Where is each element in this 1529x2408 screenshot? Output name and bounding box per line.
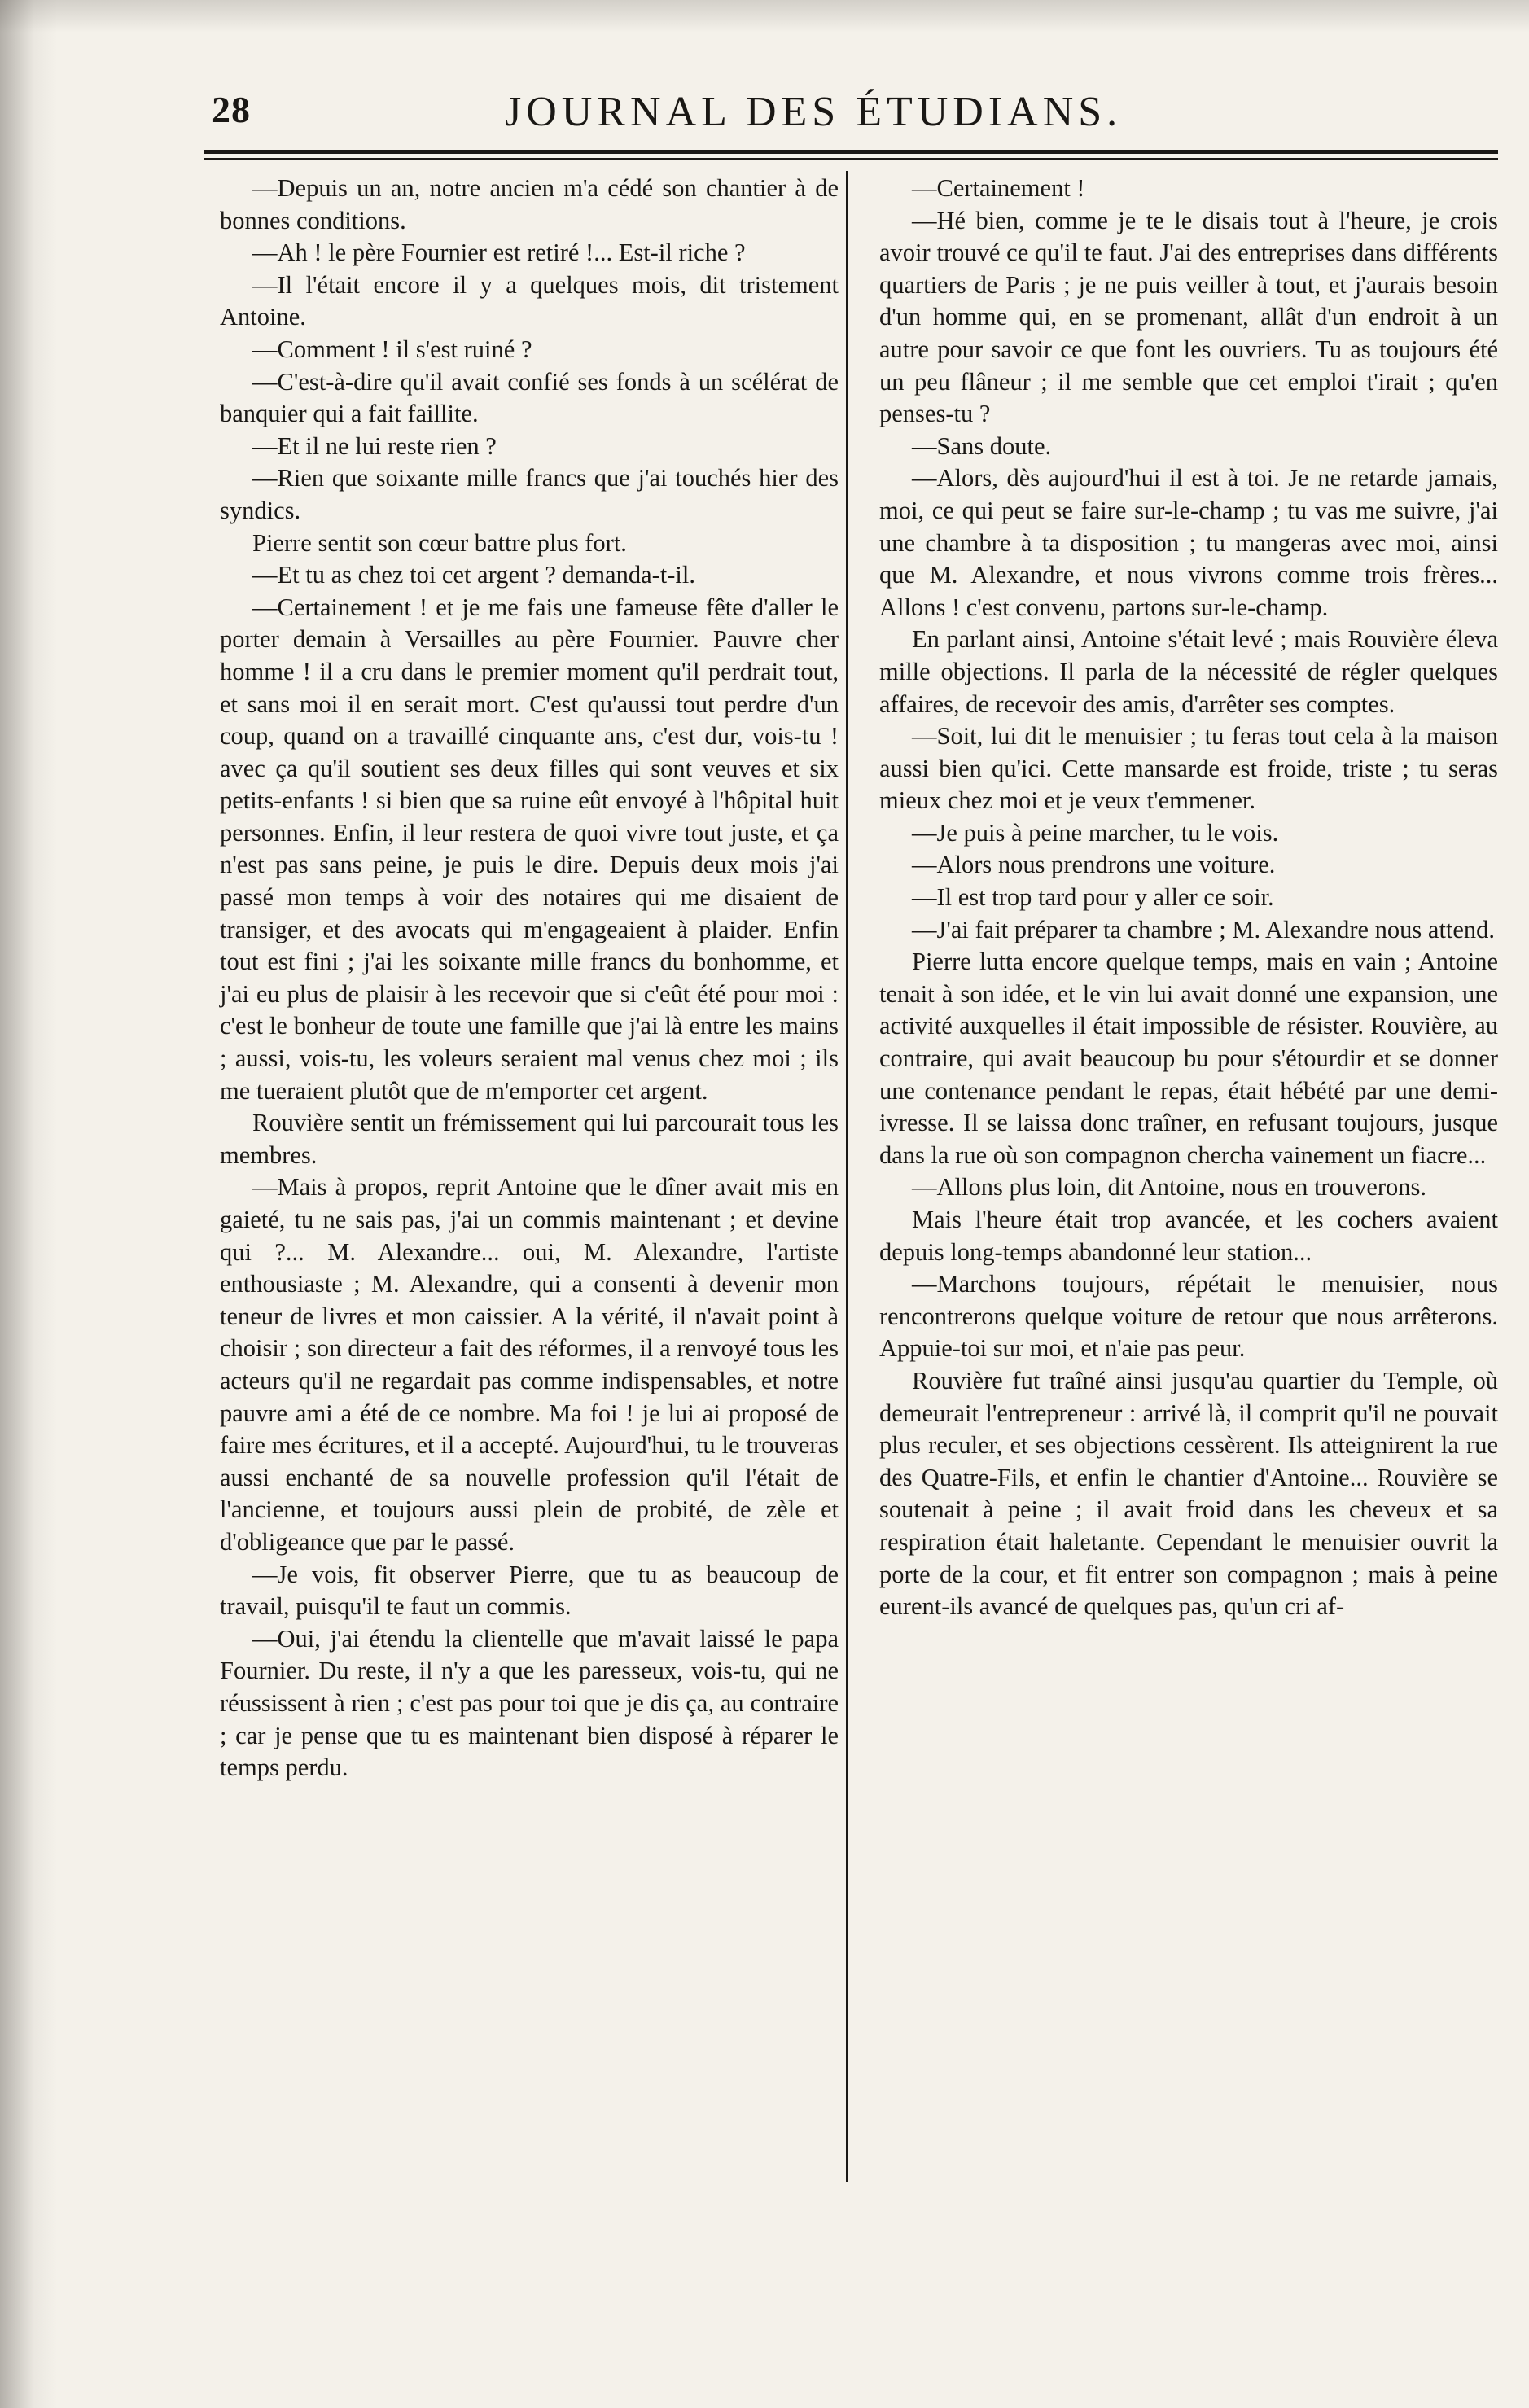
paragraph: —Sans doute. [912, 431, 1052, 460]
paragraph: —Comment ! il s'est ruiné ? [252, 335, 532, 363]
paragraph: —Soit, lui dit le menuisier ; tu feras tout cela à la maison aussi bien qu'ici. Cette mansarde est froide, triste ; tu seras mieux chez moi et je veux t'emmener. [879, 722, 1498, 815]
left-column [220, 173, 839, 1784]
paragraph: Pierre lutta encore quelque temps, mais en vain ; Antoine tenait à son idée, et le vin lui avait donné une expansion, une activité auxquelles il était impossible de résister. Rouvière, au contraire, qui avait beaucoup bu pour s'étourdir et se donner une contenance pendant le repas, était hébété par une demi-ivresse. Il se laissa donc traîner, en refusant toujours, jusque dans la rue où son compagnon chercha vainement un fiacre... [879, 948, 1498, 1169]
paragraph: —Ah ! le père Fournier est retiré !... Est-il riche ? [252, 239, 746, 267]
paragraph: —Rien que soixante mille francs que j'ai touchés hier des syndics. [220, 464, 839, 524]
paragraph: —Alors nous prendrons une voiture. [912, 851, 1276, 879]
paragraph: —Je puis à peine marcher, tu le vois. [912, 818, 1279, 847]
paragraph: —Certainement ! [912, 174, 1085, 202]
paragraph: —Il l'était encore il y a quelques mois, dit tristement Antoine. [220, 270, 839, 331]
paragraph: —Mais à propos, reprit Antoine que le dîner avait mis en gaieté, tu ne sais pas, j'ai un commis maintenant ; et devine qui ?... M. Alexandre... oui, M. Alexandre, l'artiste enthousiaste ; M. Alexandre, qui a consenti à devenir mon teneur de livres et mon caissier. A la vérité, il n'avait point à choisir ; son directeur a fait des réformes, il a renvoyé tous les acteurs qu'il ne regardait pas comme indispensables, et notre pauvre ami a été de ce nombre. Ma foi ! je lui ai proposé de faire mes écritures, et il a accepté. Aujourd'hui, tu le trouveras aussi enchanté de sa nouvelle profession qu'il l'était de l'ancienne, et toujours aussi plein de probité, de zèle et d'obligeance que par le passé. [220, 1173, 839, 1556]
paragraph: —Allons plus loin, dit Antoine, nous en trouverons. [912, 1173, 1427, 1202]
paragraph: En parlant ainsi, Antoine s'était levé ; mais Rouvière éleva mille objections. Il parla de la nécessité de régler quelques affaires, de recevoir des amis, d'arrêter ses comptes. [879, 625, 1498, 718]
paragraph: —Il est trop tard pour y aller ce soir. [912, 883, 1274, 912]
paragraph: —Certainement ! et je me fais une fameuse fête d'aller le porter demain à Versailles au père Fournier. Pauvre cher homme ! il a cru dans le premier moment qu'il perdrait tout, et sans moi il en serait mort. C'est qu'aussi tout perdre d'un coup, quand on a travaillé cinquante ans, c'est dur, vois-tu ! avec ça qu'il soutient ses deux filles qui sont veuves et six petits-enfants ! si bien que sa ruine eût envoyé à l'hôpital huit personnes. Enfin, il leur restera de quoi vivre tout juste, et ça n'est pas sans peine, je puis le dire. Depuis deux mois j'ai passé mon temps à voir des notaires qui me disaient de transiger, et des avocats qui m'engageaient à plaider. Enfin tout est fini ; j'ai les soixante mille francs du bonhomme, et j'ai eu plus de plaisir à les recevoir que si c'eût été pour moi : c'est le bonheur de toute une famille que j'ai là entre les mains ; aussi, vois-tu, les voleurs seraient mal venus chez moi ; ils me tueraient plutôt que de m'emporter cet argent. [220, 593, 839, 1105]
right-column [879, 173, 1498, 1623]
paragraph: Rouvière sentit un frémissement qui lui parcourait tous les membres. [220, 1109, 839, 1169]
paragraph: —Marchons toujours, répétait le menuisier, nous rencontrerons quelque voiture de retour que nous arrêterons. Appuie-toi sur moi, et n'aie pas peur. [879, 1270, 1498, 1363]
paragraph: —Et il ne lui reste rien ? [252, 431, 497, 460]
header-rule-thin [204, 158, 1498, 160]
page-header [212, 88, 1482, 145]
page-number: 28 [212, 89, 251, 130]
paragraph: —Oui, j'ai étendu la clientelle que m'avait laissé le papa Fournier. Du reste, il n'y a que les paresseux, vois-tu, qui ne réussissent à rien ; c'est pas pour toi que je dis ça, au contraire ; car je pense que tu es maintenant bien disposé à réparer le temps perdu. [220, 1624, 839, 1782]
paragraph: —C'est-à-dire qu'il avait confié ses fonds à un scélérat de banquier qui a fait faillite. [220, 367, 839, 428]
paragraph: Mais l'heure était trop avancée, et les cochers avaient depuis long-temps abandonné leur station... [879, 1206, 1498, 1266]
scan-edge-shadow [0, 0, 57, 2408]
paragraph: —Je vois, fit observer Pierre, que tu as beaucoup de travail, puisqu'il te faut un commis. [220, 1560, 839, 1621]
column-divider [846, 171, 848, 2182]
header-rule-thick [204, 150, 1498, 154]
paragraph: Pierre sentit son cœur battre plus fort. [252, 528, 627, 557]
paragraph: —Alors, dès aujourd'hui il est à toi. Je ne retarde jamais, moi, ce qui peut se faire sur-le-champ ; tu vas me suivre, j'ai une chambre à ta disposition ; tu mangeras avec moi, ainsi que M. Alexandre, et nous vivrons comme trois frères... Allons ! c'est convenu, partons sur-le-champ. [879, 464, 1498, 621]
journal-title: JOURNAL DES ÉTUDIANS. [505, 89, 1123, 135]
paragraph: —Hé bien, comme je te le disais tout à l'heure, je crois avoir trouvé ce qu'il te faut. J'ai des entreprises dans différents quartiers de Paris ; je ne puis veiller à tout, et j'aurais besoin d'un homme qui, en se promenant, allât d'un endroit à un autre pour savoir ce que font les ouvriers. Tu as toujours été un peu flâneur ; il me semble que cet emploi t'irait ; qu'en penses-tu ? [879, 206, 1498, 428]
paragraph: —Et tu as chez toi cet argent ? demanda-t-il. [252, 561, 695, 589]
paragraph: —Depuis un an, notre ancien m'a cédé son chantier à de bonnes conditions. [220, 174, 839, 234]
scan-top-shadow [0, 0, 1529, 33]
paragraph: —J'ai fait préparer ta chambre ; M. Alexandre nous attend. [912, 915, 1496, 943]
paragraph: Rouvière fut traîné ainsi jusqu'au quartier du Temple, où demeurait l'entrepreneur : arrivé là, il comprit qu'il ne pouvait plus reculer, et ses objections cessèrent. Ils atteignirent la rue des Quatre-Fils, et enfin le chantier d'Antoine... Rouvière se soutenait à peine ; il avait froid dans les cheveux et sa respiration était haletante. Cependant le menuisier ouvrit la porte de la cour, et fit entrer son compagnon ; mais à peine eurent-ils avancé de quelques pas, qu'un cri af- [879, 1366, 1498, 1621]
